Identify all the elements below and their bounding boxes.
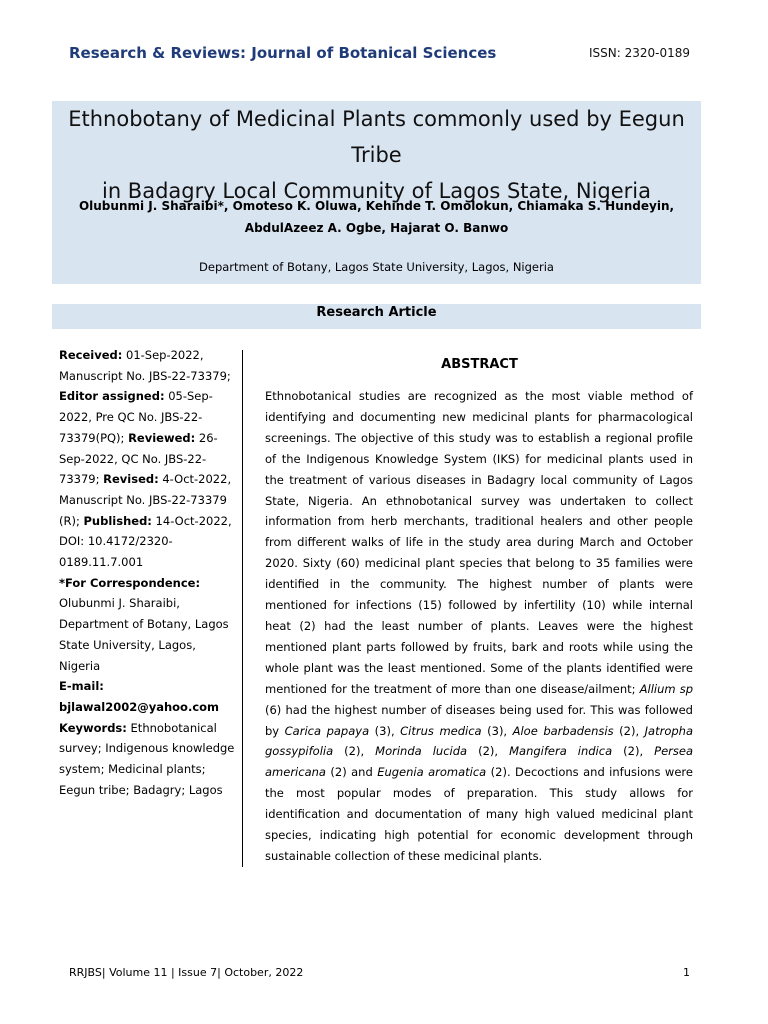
species-name: Allium sp — [639, 681, 693, 696]
correspondence-label: *For Correspondence: — [59, 575, 201, 590]
species-name: Mangifera indica — [509, 744, 613, 759]
species-name: Citrus medica — [400, 723, 482, 738]
email-address[interactable]: bjlawal2002@yahoo.com — [59, 699, 220, 714]
abstract-segment: Ethnobotanical studies are recognized as the most viable method of identifying and documenting new medicinal plants for pharmacological screenings. The objective of this study was to establish a regional profile of the Indigenous Knowledge System (IKS) for medicinal plants used in the treatment of various diseases in Badagry local community of Lagos State, Nigeria. An ethnobotanical survey was undertaken to collect information from herb merchants, traditional healers and other people from different walks of life in the study area during March and October 2020. Sixty (60) medicinal plant species that belong to 35 families were identified in the community. The highest number of plants were mentioned for infections (15) followed by infertility (10) while internal heat (2) had the least number of plants. Leaves were the highest mentioned plant parts followed by fruits, bark and roots while using the whole plant was the least mentioned. Some of the plants identified were mentioned for the treatment of more than one disease/ailment; — [265, 389, 693, 696]
email-line — [59, 676, 237, 717]
abstract-segment: (2) and — [325, 765, 378, 780]
title-block — [52, 101, 701, 284]
abstract-segment: (2), — [612, 744, 655, 759]
keywords-line — [59, 718, 237, 801]
published-label: Published: — [83, 513, 152, 528]
species-name: Morinda lucida — [375, 744, 468, 759]
issn: ISSN: 2320-0189 — [588, 46, 690, 60]
received-label: Received: — [59, 348, 123, 362]
abstract-text — [265, 386, 693, 867]
keywords-value: Ethnobotanical survey; Indigenous knowledge system; Medicinal plants; Eegun tribe; Badagry; Lagos — [59, 720, 235, 797]
article-title — [52, 101, 701, 209]
abstract-segment: (2), — [467, 744, 510, 759]
title-line-1: Ethnobotany of Medicinal Plants commonly used by Eegun Tribe — [68, 107, 685, 167]
species-name: Eugenia aromatica — [377, 765, 487, 780]
editor-label: Editor assigned: — [59, 389, 165, 404]
reviewed-label: Reviewed: — [128, 430, 196, 445]
abstract-segment: (2), — [613, 723, 645, 738]
species-name: Aloe barbadensis — [512, 723, 614, 738]
article-type-banner — [52, 304, 701, 329]
editor-value: 05-Sep-2022, Pre QC No. JBS-22-73379(PQ); — [59, 389, 213, 445]
page-number: 1 — [683, 966, 690, 979]
abstract-segment: (3), — [481, 723, 513, 738]
received-value: 01-Sep-2022, Manuscript No. JBS-22-73379; — [59, 348, 231, 383]
abstract-segment: (2). Decoctions and infusions were the most popular modes of preparation. This study allows for identification and documentation of many high valued medicinal plant species, indicating high potential for economic development through sustainable collection of these medicinal plants. — [265, 765, 693, 863]
keywords-label: Keywords: — [59, 720, 127, 735]
abstract-segment: (2), — [333, 744, 376, 759]
email-label: E-mail: — [59, 679, 104, 694]
author-list: Olubunmi J. Sharaibi*, Omoteso K. Oluwa, Kehinde T. Omolokun, Chiamaka S. Hundeyin, AbdulAzeez A. Ogbe, Hajarat O. Banwo — [78, 199, 675, 235]
affiliation: Department of Botany, Lagos State University, Lagos, Nigeria — [199, 260, 554, 274]
published-value: 14-Oct-2022, DOI: 10.4172/2320-0189.11.7.001 — [59, 513, 232, 570]
abstract-segment: (3), — [369, 723, 401, 738]
article-info-sidebar — [59, 345, 237, 800]
correspondence-value: Olubunmi J. Sharaibi, Department of Botany, Lagos State University, Lagos, Nigeria — [59, 596, 229, 673]
footer-citation: RRJBS| Volume 11 | Issue 7| October, 2022 — [69, 966, 304, 979]
column-divider — [242, 350, 243, 867]
species-name: Persea americana — [265, 744, 693, 780]
species-name: Carica papaya — [284, 723, 370, 738]
reviewed-value: 26-Sep-2022, QC No. JBS-22-73379; — [59, 430, 218, 487]
species-name: Jatropha gossypifolia — [265, 723, 693, 759]
article-type: Research Article — [316, 305, 437, 320]
title-line-2: in Badagry Local Community of Lagos State, Nigeria — [101, 179, 652, 203]
abstract-heading: ABSTRACT — [441, 357, 518, 372]
revised-value: 4-Oct-2022, Manuscript No. JBS-22-73379 (R); — [59, 472, 232, 528]
dates-block — [59, 345, 237, 573]
revised-label: Revised: — [103, 472, 159, 487]
abstract-segment: (6) had the highest number of diseases being used for. This was followed by — [265, 702, 693, 738]
journal-name: Research & Reviews: Journal of Botanical Sciences — [69, 44, 497, 62]
